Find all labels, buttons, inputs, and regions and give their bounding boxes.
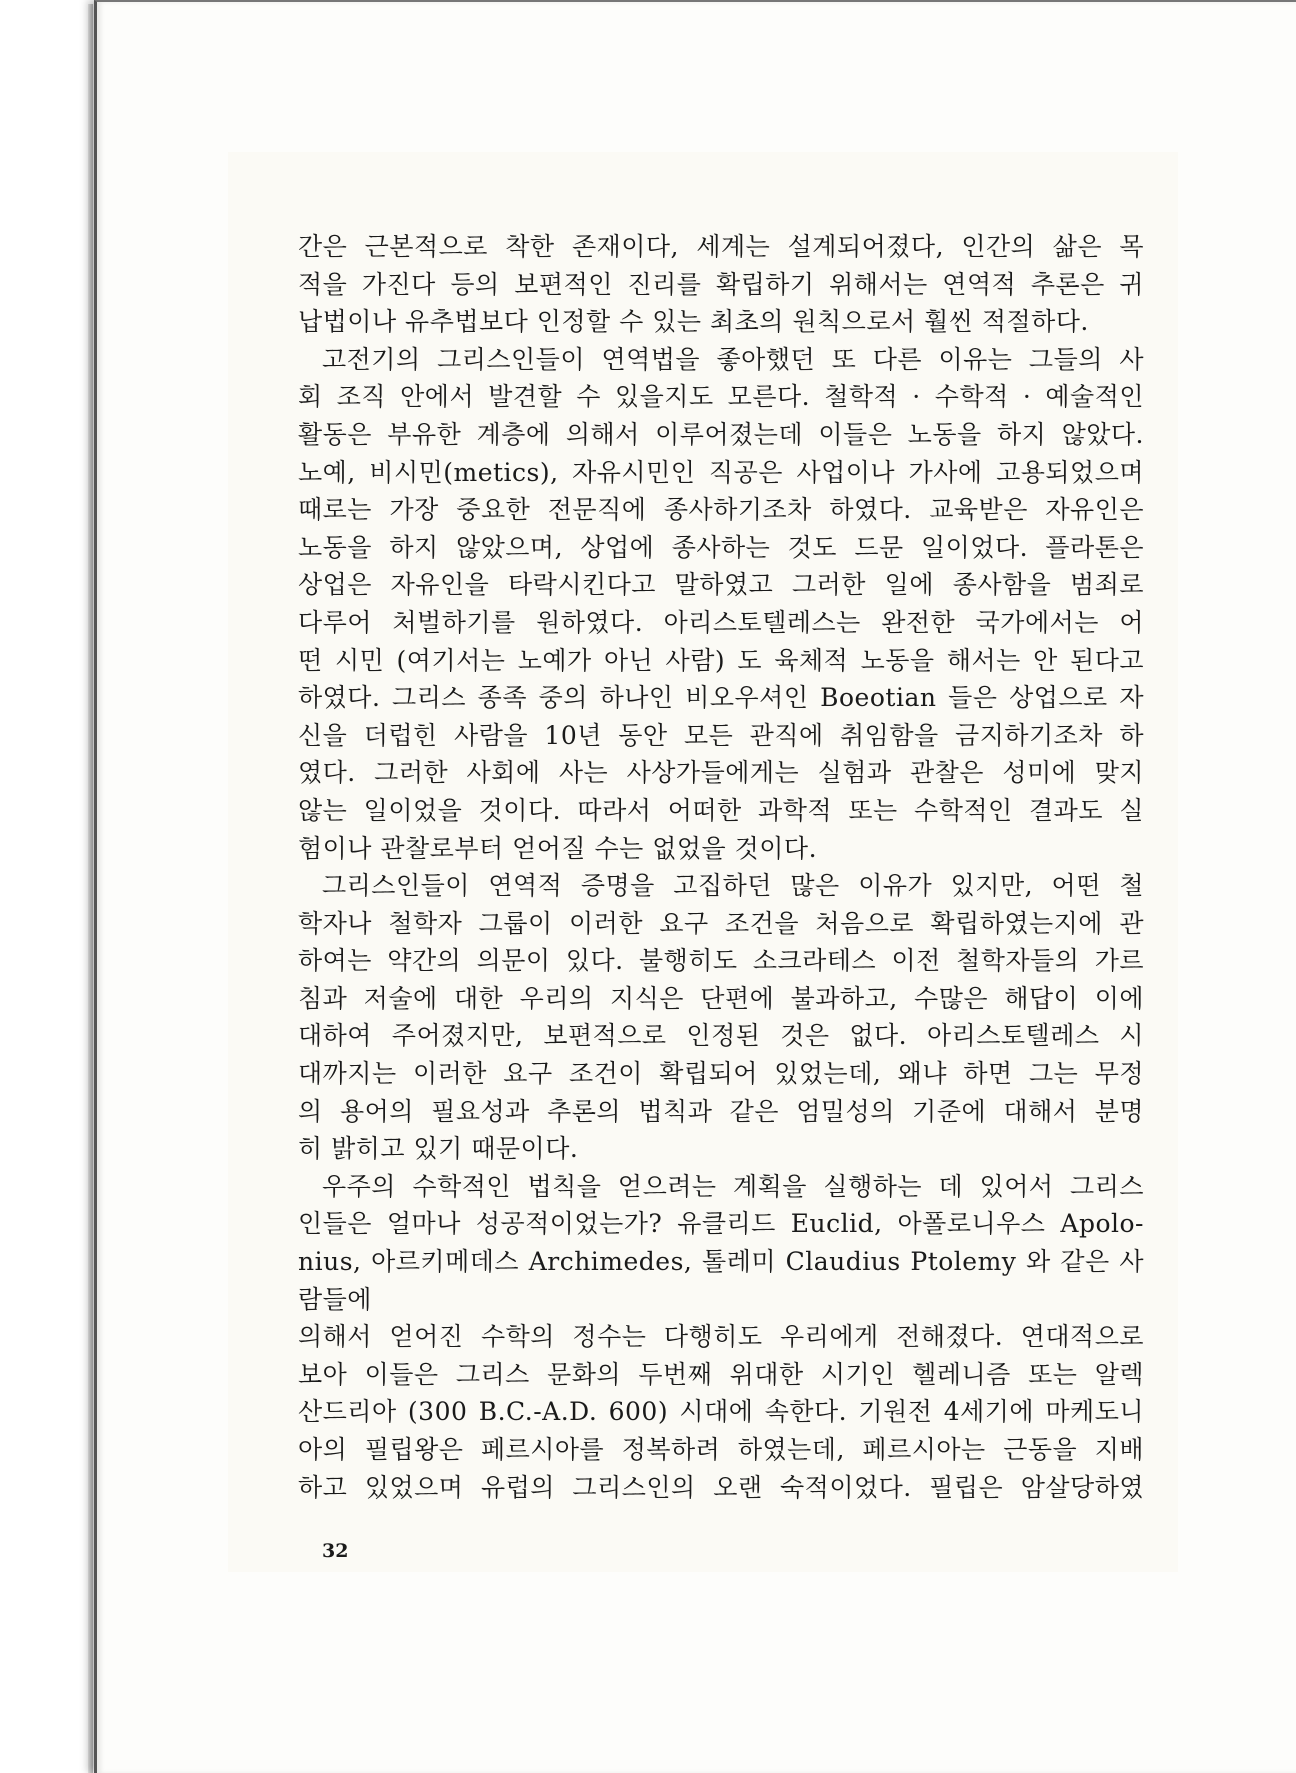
text-line: 아의 필립왕은 페르시아를 정복하려 하였는데, 페르시아는 근동을 지배 — [298, 1435, 1144, 1464]
text-line: 때로는 가장 중요한 전문직에 종사하기조차 하였다. 교육받은 자유인은 — [298, 495, 1144, 525]
text-line: 간은 근본적으로 착한 존재이다, 세계는 설계되어졌다, 인간의 삶은 목 — [298, 232, 1144, 261]
text-line: 납법이나 유추법보다 인정할 수 있는 최초의 원칙으로서 훨씬 적절하다. — [298, 307, 1089, 337]
text-line: 노예, 비시민(metics), 자유시민인 직공은 사업이나 가사에 고용되었으며 — [298, 457, 1144, 487]
text-line: 우주의 수학적인 법칙을 얻으려는 계획을 실행하는 데 있어서 그리스 — [322, 1171, 1144, 1201]
text-line: 않는 일이었을 것이다. 따라서 어떠한 과학적 또는 수학적인 결과도 실 — [298, 795, 1144, 825]
text-line: 상업은 자유인을 타락시킨다고 말하였고 그러한 일에 종사함을 범죄로 — [298, 570, 1144, 600]
paragraph-1 — [298, 228, 1144, 341]
text-line: 학자나 철학자 그룹이 이러한 요구 조건을 처음으로 확립하였는지에 관 — [298, 908, 1144, 938]
text-line: 의해서 얻어진 수학의 정수는 다행히도 우리에게 전해졌다. 연대적으로 — [298, 1322, 1144, 1352]
text-line: 활동은 부유한 계층에 의해서 이루어졌는데 이들은 노동을 하지 않았다. — [298, 419, 1144, 449]
text-line: nius, 아르키메데스 Archimedes, 톨레미 Claudius Ptolemy 와 같은 사람들에 — [298, 1247, 1144, 1314]
text-line: 떤 시민 (여기서는 노예가 아닌 사람) 도 육체적 노동을 해서는 안 된다고 — [298, 645, 1144, 675]
page-edge — [88, 4, 93, 1773]
text-line: 험이나 관찰로부터 얻어질 수는 없었을 것이다. — [298, 833, 818, 863]
text-line: 하였다. 그리스 종족 중의 하나인 비오우셔인 Boeotian 들은 상업으로 자 — [298, 683, 1144, 713]
text-line: 보아 이들은 그리스 문화의 두번째 위대한 시기인 헬레니즘 또는 알렉 — [298, 1359, 1144, 1389]
text-line: 하여는 약간의 의문이 있다. 불행히도 소크라테스 이전 철학자들의 가르 — [298, 946, 1144, 976]
text-line: 그리스인들이 연역적 증명을 고집하던 많은 이유가 있지만, 어떤 철 — [322, 871, 1144, 901]
paragraph-3 — [298, 867, 1144, 1168]
text-line: 였다. 그러한 사회에 사는 사상가들에게는 실험과 관찰은 성미에 맞지 — [298, 758, 1144, 788]
text-line: 다루어 처벌하기를 원하였다. 아리스토텔레스는 완전한 국가에서는 어 — [298, 607, 1144, 637]
text-line: 신을 더럽힌 사람을 10년 동안 모든 관직에 취임함을 금지하기조차 하 — [298, 720, 1144, 750]
text-line: 노동을 하지 않았으며, 상업에 종사하는 것도 드문 일이었다. 플라톤은 — [298, 532, 1144, 562]
page-number: 32 — [322, 1540, 349, 1562]
text-line: 회 조직 안에서 발견할 수 있을지도 모른다. 철학적 · 수학적 · 예술적인 — [298, 382, 1144, 412]
body-text — [298, 228, 1144, 1506]
paragraph-4 — [298, 1168, 1144, 1506]
text-line: 인들은 얼마나 성공적이었는가? 유클리드 Euclid, 아폴로니우스 Apolo- — [298, 1209, 1144, 1239]
text-line: 의 용어의 필요성과 추론의 법칙과 같은 엄밀성의 기준에 대해서 분명 — [298, 1096, 1144, 1126]
text-line: 하고 있었으며 유럽의 그리스인의 오랜 숙적이었다. 필립은 암살당하였 — [298, 1472, 1144, 1502]
text-line: 대까지는 이러한 요구 조건이 확립되어 있었는데, 왜냐 하면 그는 무정 — [298, 1059, 1144, 1089]
text-line: 대하여 주어졌지만, 보편적으로 인정된 것은 없다. 아리스토텔레스 시 — [298, 1021, 1144, 1051]
text-line: 히 밝히고 있기 때문이다. — [298, 1134, 579, 1164]
text-line: 적을 가진다 등의 보편적인 진리를 확립하기 위해서는 연역적 추론은 귀 — [298, 269, 1144, 299]
text-line: 침과 저술에 대한 우리의 지식은 단편에 불과하고, 수많은 해답이 이에 — [298, 983, 1144, 1013]
text-line: 고전기의 그리스인들이 연역법을 좋아했던 또 다른 이유는 그들의 사 — [322, 344, 1144, 374]
text-line: 산드리아 (300 B.C.-A.D. 600) 시대에 속한다. 기원전 4세기에 마케도니 — [298, 1397, 1144, 1427]
paragraph-2 — [298, 341, 1144, 867]
